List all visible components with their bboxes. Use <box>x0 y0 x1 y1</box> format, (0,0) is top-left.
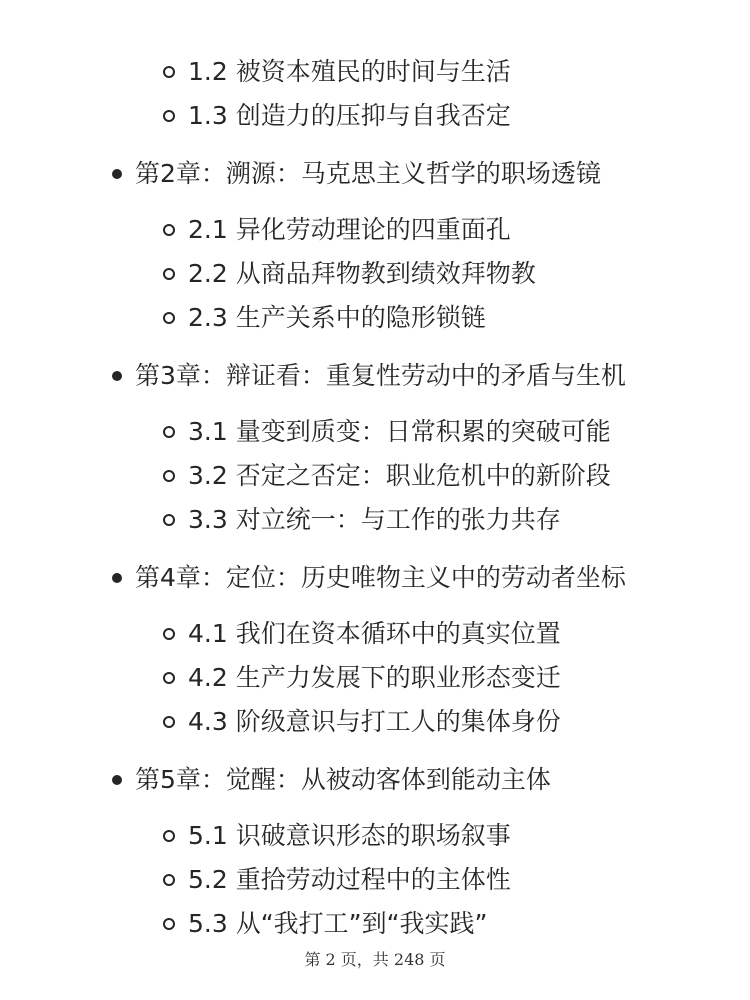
toc-section-3-3 <box>0 500 750 540</box>
toc-section-text: 4.3 阶级意识与打工人的集体身份 <box>188 707 561 736</box>
toc-section-4-1 <box>0 614 750 654</box>
toc-chapter-text: 第5章：觉醒：从被动客体到能动主体 <box>135 765 551 794</box>
toc-chapter-5 <box>0 760 750 800</box>
toc-section-1-3 <box>0 96 750 136</box>
toc-section-text: 2.1 异化劳动理论的四重面孔 <box>188 215 511 244</box>
toc-chapter-text: 第2章：溯源：马克思主义哲学的职场透镜 <box>135 159 601 188</box>
toc-section-text: 4.1 我们在资本循环中的真实位置 <box>188 619 561 648</box>
hollow-bullet-icon <box>163 470 175 482</box>
hollow-bullet-icon <box>163 426 175 438</box>
toc-section-2-1 <box>0 210 750 250</box>
hollow-bullet-icon <box>163 830 175 842</box>
filled-bullet-icon <box>112 371 122 381</box>
hollow-bullet-icon <box>163 672 175 684</box>
toc-chapter-text: 第3章：辩证看：重复性劳动中的矛盾与生机 <box>135 361 626 390</box>
toc-section-text: 2.2 从商品拜物教到绩效拜物教 <box>188 259 536 288</box>
page-number-footer: 第 2 页，共 248 页 <box>304 950 446 969</box>
toc-section-text: 5.3 从“我打工”到“我实践” <box>188 909 488 938</box>
toc-section-4-2 <box>0 658 750 698</box>
toc-section-text: 5.2 重拾劳动过程中的主体性 <box>188 865 511 894</box>
toc-section-3-2 <box>0 456 750 496</box>
toc-section-5-1 <box>0 816 750 856</box>
toc-section-text: 3.2 否定之否定：职业危机中的新阶段 <box>188 461 611 490</box>
toc-section-5-2 <box>0 860 750 900</box>
hollow-bullet-icon <box>163 268 175 280</box>
hollow-bullet-icon <box>163 874 175 886</box>
toc-chapter-3 <box>0 356 750 396</box>
hollow-bullet-icon <box>163 312 175 324</box>
toc-section-text: 1.3 创造力的压抑与自我否定 <box>188 101 511 130</box>
toc-section-3-1 <box>0 412 750 452</box>
toc-chapter-2 <box>0 154 750 194</box>
hollow-bullet-icon <box>163 110 175 122</box>
toc-section-5-3 <box>0 904 750 944</box>
toc-section-text: 5.1 识破意识形态的职场叙事 <box>188 821 511 850</box>
toc-section-text: 3.3 对立统一：与工作的张力共存 <box>188 505 561 534</box>
filled-bullet-icon <box>112 775 122 785</box>
toc-section-text: 1.2 被资本殖民的时间与生活 <box>188 57 511 86</box>
toc-section-text: 2.3 生产关系中的隐形锁链 <box>188 303 486 332</box>
hollow-bullet-icon <box>163 224 175 236</box>
hollow-bullet-icon <box>163 716 175 728</box>
toc-section-2-2 <box>0 254 750 294</box>
toc-section-text: 3.1 量变到质变：日常积累的突破可能 <box>188 417 611 446</box>
toc-chapter-text: 第4章：定位：历史唯物主义中的劳动者坐标 <box>135 563 626 592</box>
toc-section-2-3 <box>0 298 750 338</box>
toc-chapter-4 <box>0 558 750 598</box>
toc-section-text: 4.2 生产力发展下的职业形态变迁 <box>188 663 561 692</box>
toc-section-4-3 <box>0 702 750 742</box>
toc-section-1-2 <box>0 52 750 92</box>
filled-bullet-icon <box>112 573 122 583</box>
hollow-bullet-icon <box>163 628 175 640</box>
hollow-bullet-icon <box>163 514 175 526</box>
hollow-bullet-icon <box>163 66 175 78</box>
filled-bullet-icon <box>112 169 122 179</box>
hollow-bullet-icon <box>163 918 175 930</box>
